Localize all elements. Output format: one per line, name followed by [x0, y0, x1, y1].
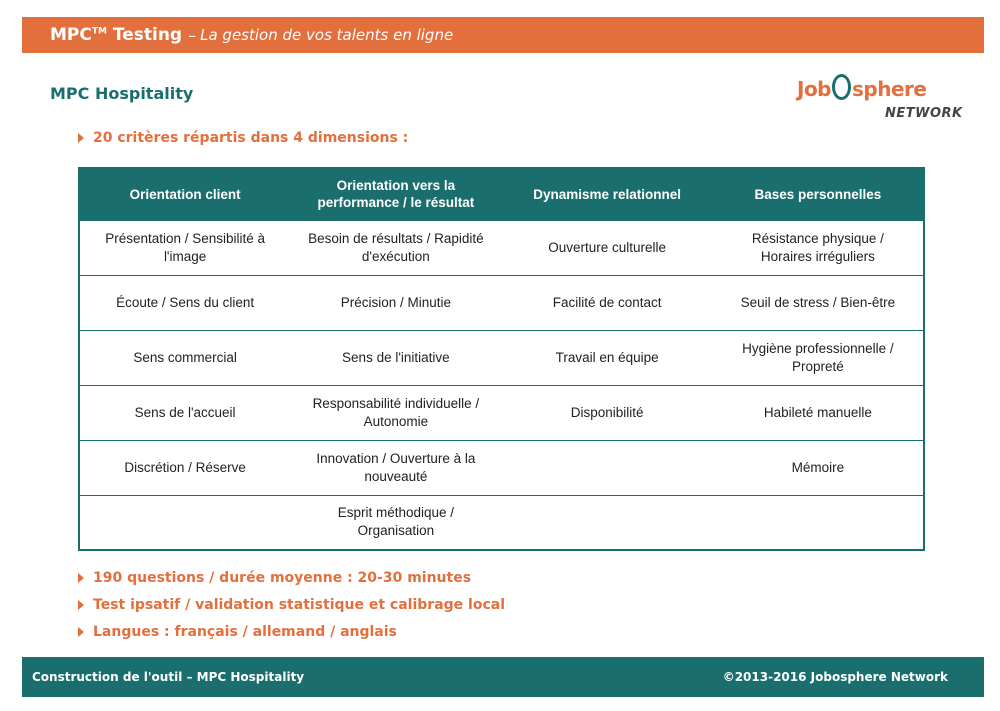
- table-cell: [713, 495, 924, 550]
- page-title: MPC Hospitality: [50, 84, 194, 103]
- table-cell: Ouverture culturelle: [502, 220, 713, 275]
- footer-banner: [22, 657, 984, 697]
- table-cell: Écoute / Sens du client: [79, 275, 290, 330]
- jobosphere-logo: [797, 66, 967, 126]
- table-cell: Sens de l'initiative: [290, 330, 501, 385]
- bullet-arrow-icon: [78, 573, 84, 583]
- criteria-table: [78, 167, 925, 551]
- table-cell: Seuil de stress / Bien-être: [713, 275, 924, 330]
- bullet-test-ipsatif: Test ipsatif / validation statistique et calibrage local: [78, 597, 505, 613]
- column-header-orientation-client: Orientation client: [79, 168, 290, 220]
- table-cell: Résistance physique / Horaires irréguliers: [713, 220, 924, 275]
- table-cell: [79, 495, 290, 550]
- table-cell: [502, 495, 713, 550]
- table-header-row: [79, 168, 924, 220]
- table-cell: Habileté manuelle: [713, 385, 924, 440]
- table-cell: Sens commercial: [79, 330, 290, 385]
- table-row: [79, 440, 924, 495]
- table-cell: Précision / Minutie: [290, 275, 501, 330]
- table-cell: Innovation / Ouverture à la nouveauté: [290, 440, 501, 495]
- table-cell: Responsabilité individuelle / Autonomie: [290, 385, 501, 440]
- bullet-arrow-icon: [78, 627, 84, 637]
- bullet-arrow-icon: [78, 133, 84, 143]
- column-header-dynamisme-relationnel: Dynamisme relationnel: [502, 168, 713, 220]
- brand-separator: –: [188, 25, 197, 45]
- intro-bullet: 20 critères répartis dans 4 dimensions :: [78, 130, 408, 146]
- bullet-langues: Langues : français / allemand / anglais: [78, 624, 397, 640]
- bullet-arrow-icon: [78, 600, 84, 610]
- column-header-bases-personnelles: Bases personnelles: [713, 168, 924, 220]
- table-cell: [502, 440, 713, 495]
- table-cell: Facilité de contact: [502, 275, 713, 330]
- table-cell: Présentation / Sensibilité à l'image: [79, 220, 290, 275]
- table-cell: Sens de l'accueil: [79, 385, 290, 440]
- logo-network-label: NETWORK: [885, 106, 963, 121]
- table-cell: Esprit méthodique / Organisation: [290, 495, 501, 550]
- table-row: [79, 495, 924, 550]
- table-row: [79, 330, 924, 385]
- footer-left-text: Construction de l'outil – MPC Hospitality: [32, 670, 305, 684]
- table-cell: Besoin de résultats / Rapidité d'exécution: [290, 220, 501, 275]
- brand-name: MPC™ Testing: [50, 25, 183, 45]
- logo-wordmark: Job sphere: [797, 74, 926, 101]
- table-row: [79, 220, 924, 275]
- trademark-mark: TM: [91, 26, 107, 37]
- brand-tagline: La gestion de vos talents en ligne: [200, 26, 454, 44]
- table-row: [79, 385, 924, 440]
- table-cell: Hygiène professionnelle / Propreté: [713, 330, 924, 385]
- table-row: [79, 275, 924, 330]
- column-header-orientation-performance: Orientation vers la performance / le résultat: [290, 168, 501, 220]
- top-banner: [22, 17, 984, 53]
- table-cell: Travail en équipe: [502, 330, 713, 385]
- bullet-questions: 190 questions / durée moyenne : 20-30 minutes: [78, 570, 471, 586]
- footer-copyright: ©2013-2016 Jobosphere Network: [722, 670, 948, 684]
- table-cell: Disponibilité: [502, 385, 713, 440]
- logo-ring-icon: [832, 74, 851, 100]
- table-cell: Mémoire: [713, 440, 924, 495]
- table-cell: Discrétion / Réserve: [79, 440, 290, 495]
